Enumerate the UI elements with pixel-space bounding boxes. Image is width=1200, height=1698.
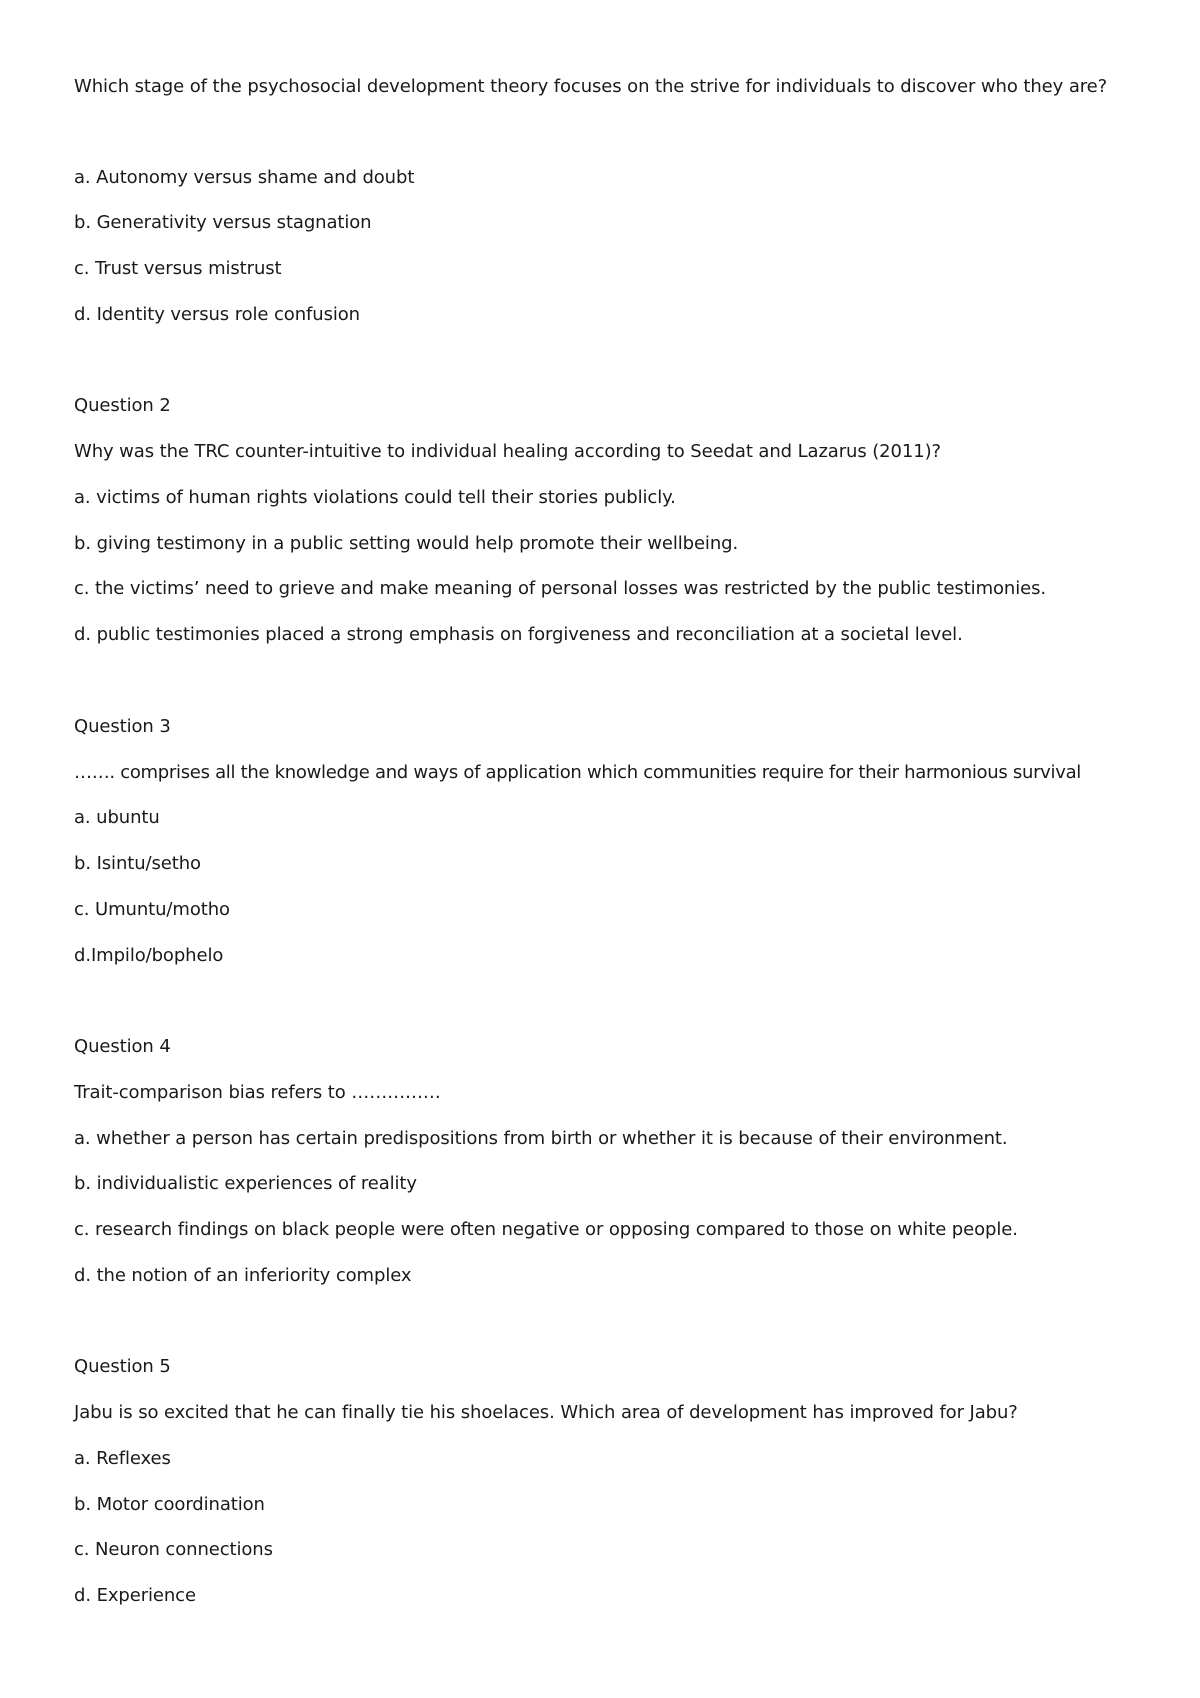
q1-option-a: a. Autonomy versus shame and doubt [74, 167, 415, 188]
q2-option-c: c. the victims’ need to grieve and make meaning of personal losses was restricted by the public testimonies. [74, 578, 1046, 599]
q1-option-d: d. Identity versus role confusion [74, 304, 360, 325]
q4-heading: Question 4 [74, 1036, 171, 1057]
q2-question-text: Why was the TRC counter-intuitive to individual healing according to Seedat and Lazarus (2011)? [74, 441, 941, 462]
q4-question-text: Trait-comparison bias refers to …………… [74, 1082, 441, 1103]
q5-heading: Question 5 [74, 1356, 171, 1377]
q2-option-b: b. giving testimony in a public setting would help promote their wellbeing. [74, 533, 739, 554]
q4-option-a: a. whether a person has certain predispositions from birth or whether it is because of their environment. [74, 1128, 1008, 1149]
q2-option-a: a. victims of human rights violations could tell their stories publicly. [74, 487, 676, 508]
q3-option-d: d.Impilo/bophelo [74, 945, 224, 966]
q3-option-a: a. ubuntu [74, 807, 160, 828]
q4-option-d: d. the notion of an inferiority complex [74, 1265, 412, 1286]
q1-option-b: b. Generativity versus stagnation [74, 212, 372, 233]
q5-option-a: a. Reflexes [74, 1448, 171, 1469]
q4-option-c: c. research findings on black people were often negative or opposing compared to those on white people. [74, 1219, 1018, 1240]
q5-question-text: Jabu is so excited that he can finally tie his shoelaces. Which area of development has improved for Jabu? [74, 1402, 1018, 1423]
q2-option-d: d. public testimonies placed a strong emphasis on forgiveness and reconciliation at a societal level. [74, 624, 963, 645]
q4-option-b: b. individualistic experiences of reality [74, 1173, 417, 1194]
q5-option-b: b. Motor coordination [74, 1494, 265, 1515]
q3-question-text: ……. comprises all the knowledge and ways of application which communities require for their harmonious survival [74, 762, 1082, 783]
q1-option-c: c. Trust versus mistrust [74, 258, 282, 279]
q5-option-c: c. Neuron connections [74, 1539, 273, 1560]
q3-heading: Question 3 [74, 716, 171, 737]
q5-option-d: d. Experience [74, 1585, 196, 1606]
q3-option-c: c. Umuntu/motho [74, 899, 230, 920]
q3-option-b: b. Isintu/setho [74, 853, 201, 874]
q2-heading: Question 2 [74, 395, 171, 416]
q1-question-text: Which stage of the psychosocial development theory focuses on the strive for individuals to discover who they are? [74, 76, 1108, 97]
